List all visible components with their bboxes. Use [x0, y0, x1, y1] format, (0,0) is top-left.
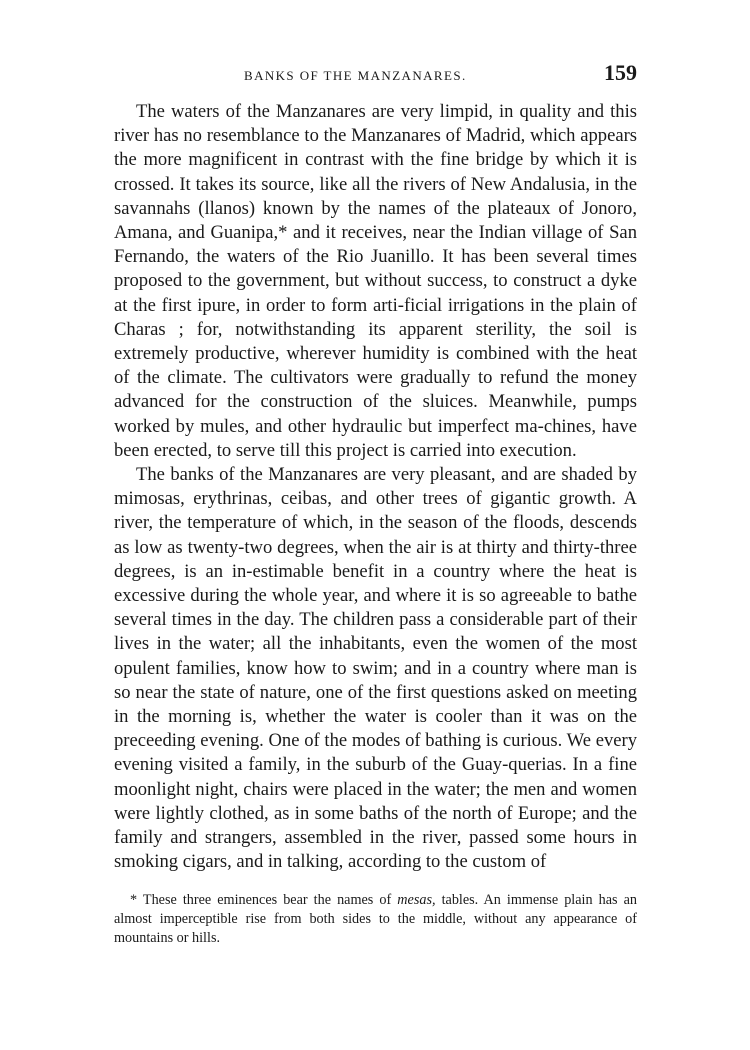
paragraph: The banks of the Manzanares are very pleasant, and are shaded by mimosas, erythrinas, ceibas, and other trees of gigantic growth. A river, the temperature of which, in the season of the floods, descends as low as twenty-two degrees, when the air is at thirty and thirty-three degrees, is an in-estimable benefit in a country where the heat is excessive during the whole year, and where it is so agreeable to bathe several times in the day. The children pass a considerable part of their lives in the water; all the inhabitants, even the women of the most opulent families, know how to swim; and in a country where man is so near the state of nature, one of the first questions asked on meeting in the morning is, whether the water is cooler than it was on the preceeding evening. One of the modes of bathing is curious. We every evening visited a family, in the suburb of the Guay-querias. In a fine moonlight night, chairs were placed in the water; the men and women were lightly clothed, as in some baths of the north of Europe; and the family and strangers, assembled in the river, passed some hours in smoking cigars, and in talking, according to the custom of [114, 464, 637, 873]
running-title: BANKS OF THE MANZANARES. [244, 68, 467, 83]
footnote-separator [114, 875, 637, 883]
footnote-rest: tables. An immense plain has an almost imperceptible rise from both sides to the middle, without any appearance of mountains or hills. [114, 891, 637, 946]
footnote [114, 891, 637, 948]
footnote-term: mesas, [397, 891, 436, 908]
book-page [114, 60, 637, 948]
body-text [114, 100, 637, 875]
page-number: 159 [604, 60, 637, 85]
running-header [114, 60, 637, 94]
paragraph: The waters of the Manzanares are very limpid, in quality and this river has no resemblance to the Manzanares of Madrid, which appears the more magnificent in contrast with the fine bridge by which it is crossed. It takes its source, like all the rivers of New Andalusia, in the savannahs (llanos) known by the names of the plateaux of Jonoro, Amana, and Guanipa,* and it receives, near the Indian village of San Fernando, the waters of the Rio Juanillo. It has been several times proposed to the government, but without success, to construct a dyke at the first ipure, in order to form arti-ficial irrigations in the plain of Charas ; for, notwithstanding its apparent sterility, the soil is extremely productive, wherever humidity is combined with the heat of the climate. The cultivators were gradually to refund the money advanced for the construction of the sluices. Meanwhile, pumps worked by mules, and other hydraulic but imperfect ma-chines, have been erected, to serve till this project is carried into execution. [114, 101, 637, 461]
footnote-lead: * These three eminences bear the names of [130, 891, 398, 908]
